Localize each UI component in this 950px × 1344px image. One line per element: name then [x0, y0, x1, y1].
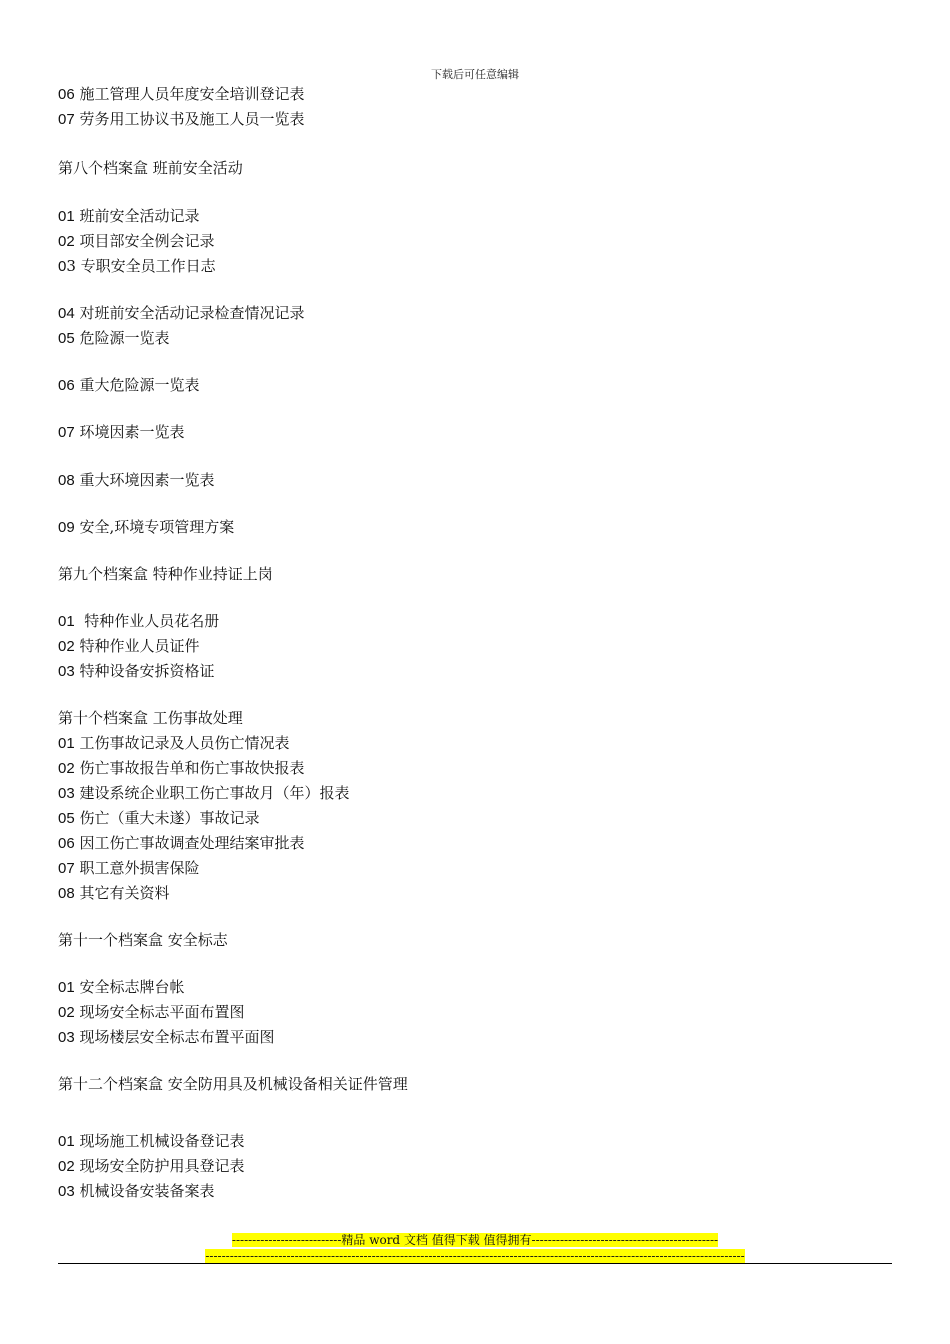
item-text: 现场楼层安全标志布置平面图 — [74, 1028, 275, 1046]
item-text: 重大环境因素一览表 — [74, 471, 215, 489]
list-item — [58, 977, 184, 998]
section-heading-text: 第十个档案盒 工伤事故处理 — [58, 709, 243, 727]
section-heading — [58, 564, 273, 584]
list-item — [58, 470, 214, 491]
item-number: 01 — [58, 208, 75, 225]
item-number: 06 — [58, 377, 75, 394]
item-number: 07 — [58, 424, 75, 441]
item-text: 现场安全防护用具登记表 — [74, 1157, 245, 1175]
item-number: 07 — [58, 860, 75, 877]
list-item — [58, 636, 199, 657]
item-text: 建设系统企业职工伤亡事故月（年）报表 — [74, 784, 350, 802]
section-heading — [58, 1074, 408, 1094]
item-number: 0 — [58, 258, 67, 275]
item-number: 02 — [58, 233, 75, 250]
item-number: 04 — [58, 305, 75, 322]
list-item — [58, 206, 199, 227]
footer-banner-text: ---------------------------精品 word 文档 值得下载 值得拥有---------------------------------------------- — [231, 1233, 719, 1247]
section-heading — [58, 708, 243, 728]
page-header: 下载后可任意编辑 — [431, 68, 519, 81]
item-number: 09 — [58, 519, 75, 536]
item-number: 05 — [58, 330, 75, 347]
item-text: 环境因素一览表 — [74, 423, 185, 441]
footer-dashes-text: ------------------------------------------------------------------------------------------------------------------------------------- — [205, 1249, 745, 1263]
item-number: 08 — [58, 472, 75, 489]
list-item — [58, 883, 169, 904]
footer-divider — [58, 1263, 892, 1264]
list-item — [58, 611, 219, 632]
list-item — [58, 256, 216, 277]
list-item — [58, 858, 199, 879]
list-item — [58, 422, 184, 443]
item-text: 对班前安全活动记录检查情况记录 — [74, 304, 305, 322]
item-number: 03 — [58, 785, 75, 802]
item-text: 职工意外损害保险 — [74, 859, 200, 877]
item-number: 03 — [58, 663, 75, 680]
item-text: 其它有关资料 — [74, 884, 170, 902]
list-item — [58, 1027, 274, 1048]
item-number: 02 — [58, 760, 75, 777]
item-number: 01 — [58, 735, 75, 752]
list-item — [58, 833, 304, 854]
item-text: 危险源一览表 — [74, 329, 170, 347]
list-item — [58, 303, 304, 324]
list-item — [58, 109, 304, 130]
item-text: 安全,环境专项管理方案 — [74, 518, 235, 536]
item-text: 机械设备安装备案表 — [74, 1182, 215, 1200]
list-item — [58, 84, 304, 105]
footer-dashes — [0, 1245, 950, 1264]
section-heading — [58, 930, 228, 950]
item-text: 现场施工机械设备登记表 — [74, 1132, 245, 1150]
section-heading-text: 第十二个档案盒 安全防用具及机械设备相关证件管理 — [58, 1075, 408, 1093]
item-number: 02 — [58, 1158, 75, 1175]
item-text: 安全标志牌台帐 — [74, 978, 185, 996]
list-item — [58, 1181, 214, 1202]
item-number: 01 — [58, 1133, 75, 1150]
list-item — [58, 733, 289, 754]
item-text: 伤亡（重大未遂）事故记录 — [74, 809, 260, 827]
item-number: 01 — [58, 613, 75, 630]
list-item — [58, 231, 214, 252]
section-heading — [58, 158, 243, 178]
item-number: 06 — [58, 86, 75, 103]
item-text: 因工伤亡事故调查处理结案审批表 — [74, 834, 305, 852]
list-item — [58, 375, 199, 396]
item-text: 工伤事故记录及人员伤亡情况表 — [74, 734, 290, 752]
item-text: 重大危险源一览表 — [74, 376, 200, 394]
item-number: 08 — [58, 885, 75, 902]
item-text: 特种设备安拆资格证 — [74, 662, 215, 680]
item-text: 现场安全标志平面布置图 — [74, 1003, 245, 1021]
item-text: 班前安全活动记录 — [74, 207, 200, 225]
item-number: 02 — [58, 638, 75, 655]
list-item — [58, 758, 304, 779]
list-item — [58, 328, 169, 349]
item-text: 3 专职安全员工作日志 — [66, 257, 216, 275]
item-text: 施工管理人员年度安全培训登记表 — [74, 85, 305, 103]
item-number: 06 — [58, 835, 75, 852]
item-text: 劳务用工协议书及施工人员一览表 — [74, 110, 305, 128]
item-number: 01 — [58, 979, 75, 996]
section-heading-text: 第九个档案盒 特种作业持证上岗 — [58, 565, 273, 583]
item-number: 07 — [58, 111, 75, 128]
list-item — [58, 1002, 244, 1023]
item-number: 02 — [58, 1004, 75, 1021]
item-text: 特种作业人员花名册 — [74, 612, 220, 630]
list-item — [58, 1156, 244, 1177]
item-text: 伤亡事故报告单和伤亡事故快报表 — [74, 759, 305, 777]
list-item — [58, 1131, 244, 1152]
item-text: 特种作业人员证件 — [74, 637, 200, 655]
list-item — [58, 808, 259, 829]
item-text: 项目部安全例会记录 — [74, 232, 215, 250]
list-item — [58, 517, 234, 538]
section-heading-text: 第八个档案盒 班前安全活动 — [58, 159, 243, 177]
item-number: 05 — [58, 810, 75, 827]
list-item — [58, 783, 349, 804]
section-heading-text: 第十一个档案盒 安全标志 — [58, 931, 228, 949]
list-item — [58, 661, 214, 682]
item-number: 03 — [58, 1183, 75, 1200]
item-number: 03 — [58, 1029, 75, 1046]
